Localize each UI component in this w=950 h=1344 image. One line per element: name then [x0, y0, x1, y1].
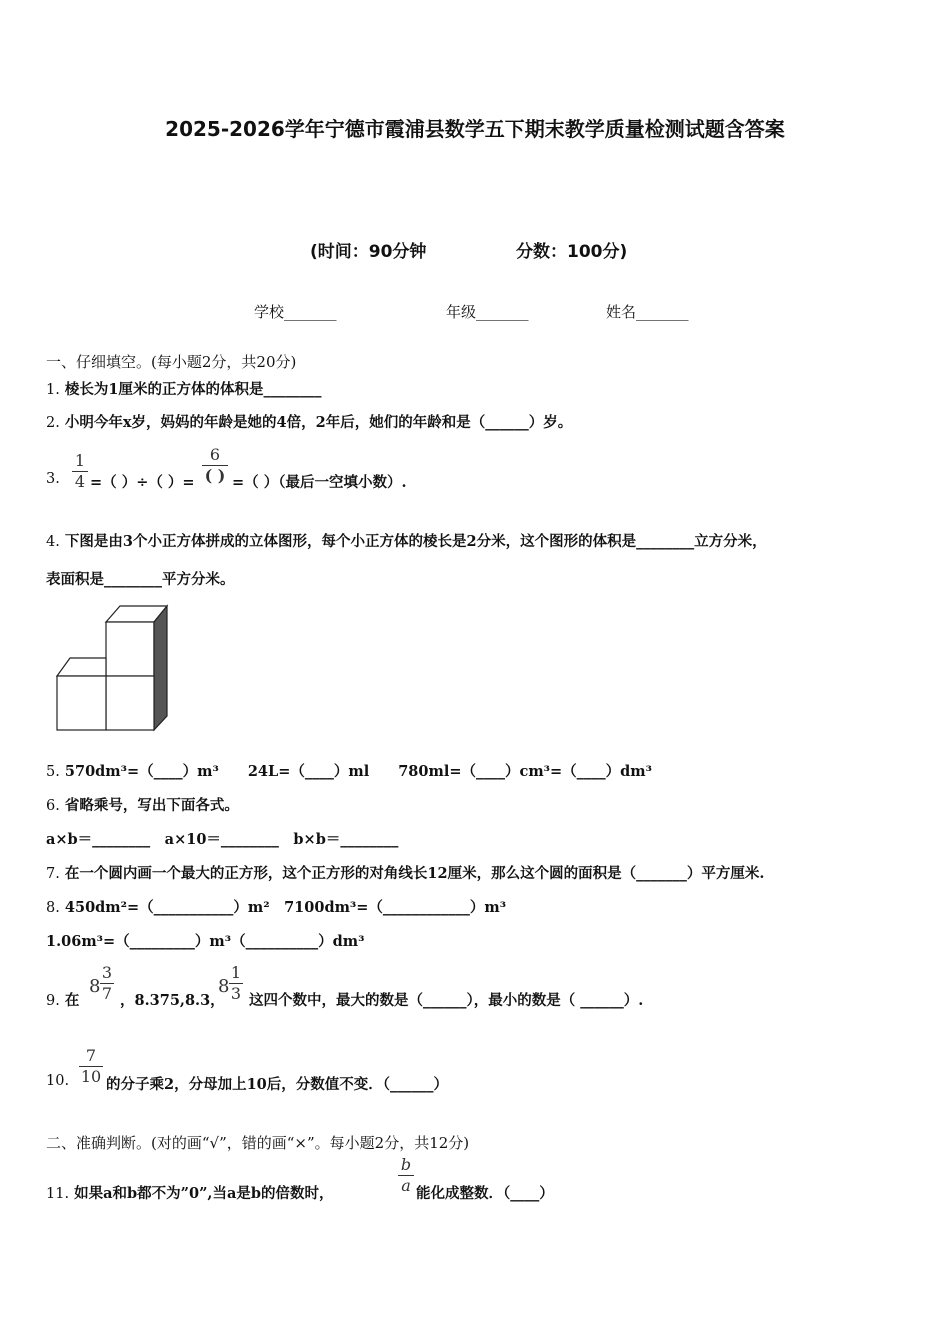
q2-text: 小明今年x岁，妈妈的年龄是她的4倍，2年后，她们的年龄和是（______）岁。: [64, 414, 573, 431]
q10-tail: 的分子乘2，分母加上10后，分数值不变．（______）: [106, 1076, 449, 1093]
q9-number: 9.: [46, 993, 60, 1009]
question-2: [46, 411, 572, 432]
q8-text: 450dm²=（___________）m² 7100dm³=（____________）m³: [64, 899, 507, 916]
question-9: [46, 989, 79, 1010]
school-field: 学校_______: [254, 303, 337, 321]
cube-figure-image: [50, 598, 175, 734]
q3-tail: =（ ）（最后一空填小数）.: [232, 474, 407, 491]
q9-pre: 在: [64, 992, 80, 1009]
left-cube-front-face: [57, 676, 106, 730]
section2-heading: 二、准确判断。(对的画“√”，错的画“×”。每小题2分，共12分): [46, 1134, 470, 1152]
q7-text: 在一个圆内画一个最大的正方形，这个正方形的对角线长12厘米，那么这个圆的面积是（_______）平方厘米.: [64, 865, 765, 882]
q11-number: 11.: [46, 1186, 70, 1202]
q6-line2: a×b＝________ a×10＝________ b×b＝________: [46, 831, 399, 848]
q8-number: 8.: [46, 900, 60, 916]
q4-line1: 下图是由3个小正方体拼成的立体图形，每个小正方体的棱长是2分米，这个图形的体积是________立方分米，: [64, 533, 767, 550]
question-5: [46, 760, 652, 781]
bottom-right-cube-front: [106, 676, 154, 730]
q4-line2: 表面积是________平方分米。: [46, 571, 235, 588]
right-side-shaded-face: [154, 606, 167, 730]
q7-number: 7.: [46, 866, 60, 882]
q3-middle: =（ ）÷（ ）=: [90, 474, 195, 491]
q5-text: 570dm³=（____）m³ 24L=（____）ml 780ml=（____）cm³=（____）dm³: [64, 763, 652, 780]
left-cube-top-face: [57, 658, 106, 676]
question-6: [46, 794, 239, 815]
q3-fraction-2: 6 ( ): [202, 446, 228, 485]
section1-heading: 一、仔细填空。(每小题2分，共20分): [46, 353, 297, 371]
q4-number: 4.: [46, 534, 60, 550]
exam-score: 分数：100分): [516, 242, 628, 262]
question-11: [46, 1182, 334, 1203]
q5-number: 5.: [46, 764, 60, 780]
top-cube-front-face: [106, 622, 154, 676]
question-7: [46, 862, 764, 883]
q9-fraction-1: 3 7: [101, 963, 113, 1003]
q8-line2: 1.06m³=（_________）m³（__________）dm³: [46, 933, 365, 950]
q1-number: 1.: [46, 382, 60, 398]
q6-text: 省略乘号，写出下面各式。: [64, 797, 239, 814]
question-8: [46, 896, 506, 917]
q3-fraction-1: 1 4: [72, 452, 88, 491]
q9-fraction-2: 1 3: [230, 963, 242, 1003]
grade-field: 年级_______: [446, 303, 529, 321]
q10-fraction: 7 10: [80, 1046, 102, 1086]
q2-number: 2.: [46, 415, 60, 431]
q9-tail: 这四个数中，最大的数是（______），最小的数是（ ______）.: [249, 992, 644, 1009]
q10-number: 10.: [46, 1073, 70, 1089]
q9-whole-1: 8: [89, 976, 101, 997]
question-4: [46, 530, 767, 551]
q6-number: 6.: [46, 798, 60, 814]
exam-time: (时间：90分钟: [310, 242, 427, 262]
question-1: [46, 378, 322, 399]
q11-fraction: b a: [398, 1156, 414, 1195]
q9-whole-2: 8: [218, 976, 230, 997]
page-title: 2025-2026学年宁德市霞浦县数学五下期末教学质量检测试题含答案: [165, 117, 785, 141]
q3-number: 3.: [46, 471, 60, 487]
q11-tail: 能化成整数．（____）: [416, 1185, 554, 1202]
q11-pre: 如果a和b都不为”0”,当a是b的倍数时，: [74, 1185, 334, 1202]
q1-text: 棱长为1厘米的正方体的体积是________: [64, 381, 322, 398]
q9-middle: ，8.375,8.3，: [120, 992, 225, 1009]
name-field: 姓名_______: [606, 303, 689, 321]
